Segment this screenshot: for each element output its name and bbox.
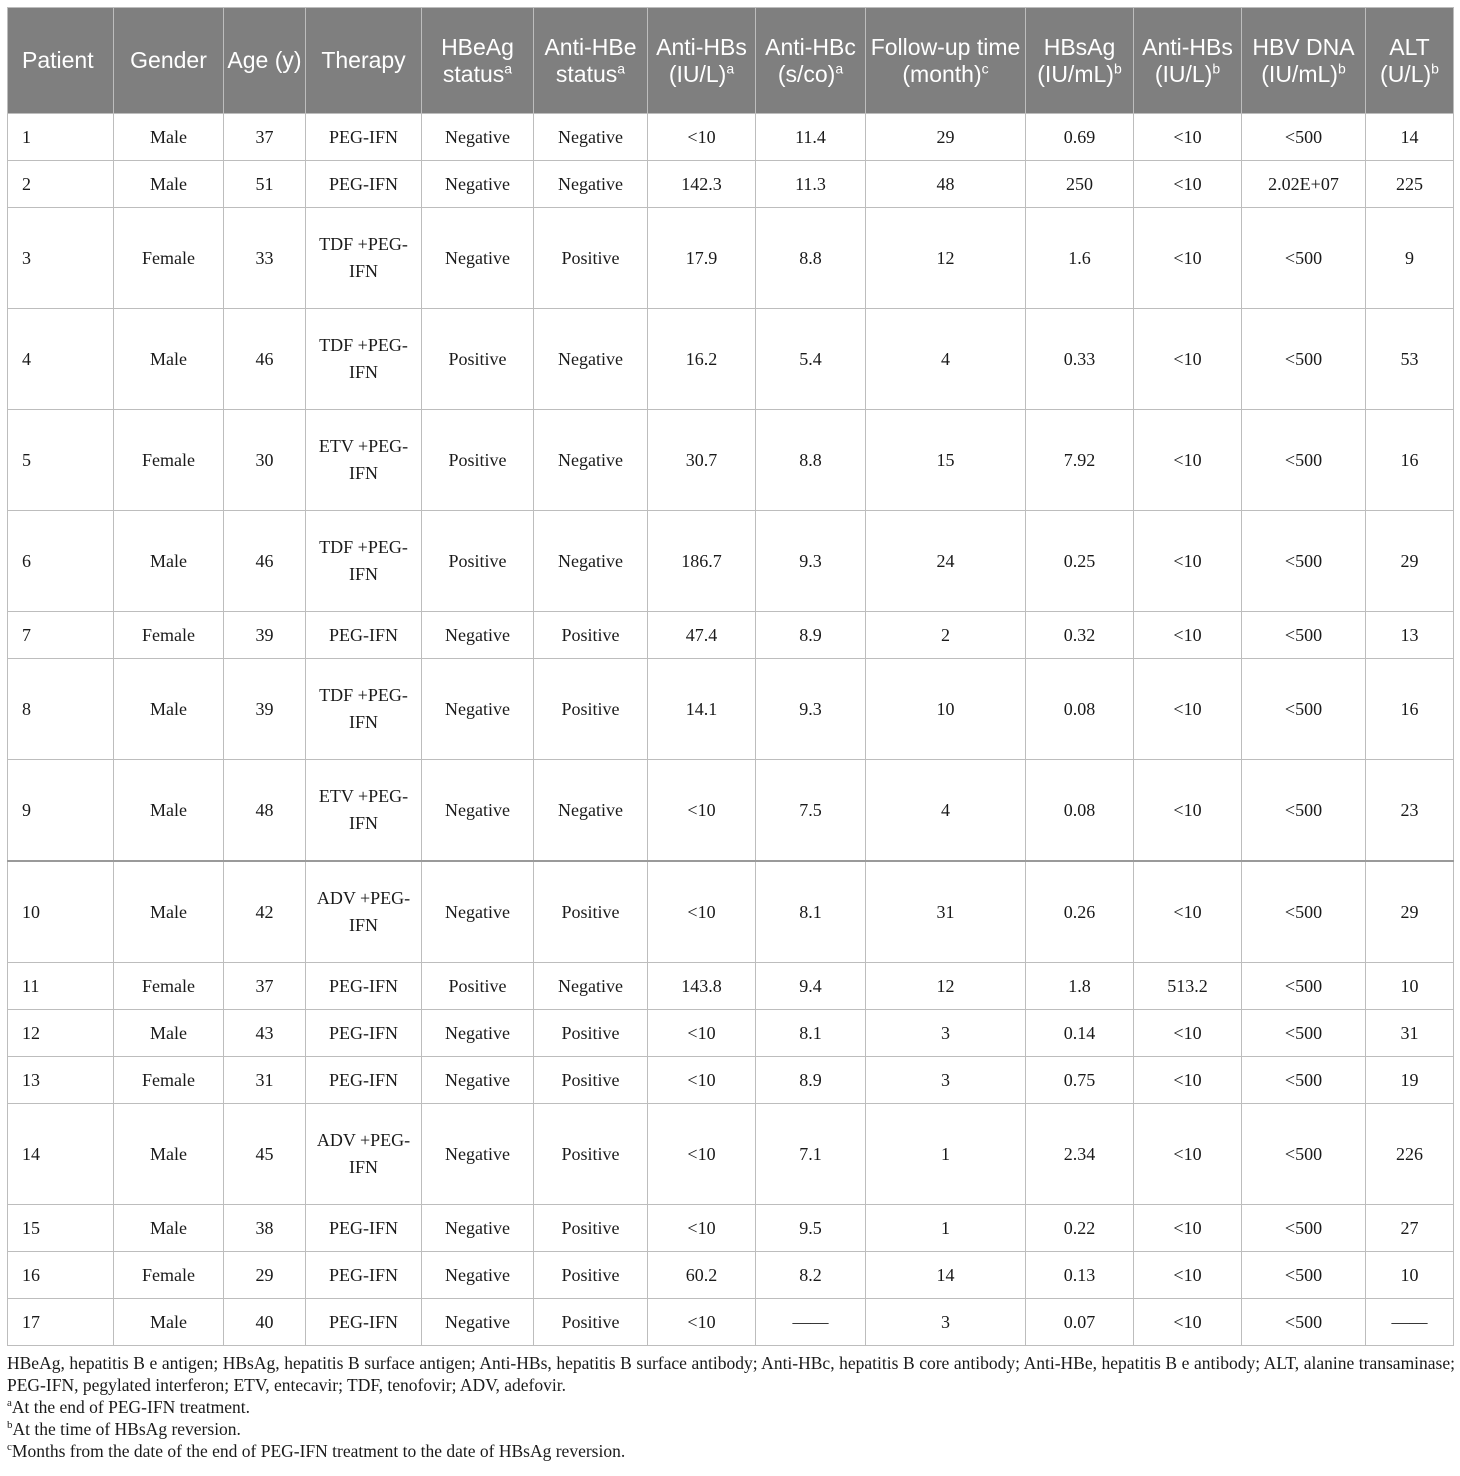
footnote-marker: c bbox=[981, 59, 989, 76]
table-cell: 29 bbox=[1366, 511, 1454, 612]
table-cell: 7.1 bbox=[756, 1104, 866, 1205]
table-cell: 40 bbox=[224, 1299, 306, 1346]
column-header bbox=[1242, 8, 1366, 114]
table-cell: ADV +PEG-IFN bbox=[306, 1104, 422, 1205]
table-cell: Positive bbox=[534, 208, 648, 309]
table-cell: 33 bbox=[224, 208, 306, 309]
table-cell: <10 bbox=[648, 114, 756, 161]
table-cell: 0.26 bbox=[1026, 861, 1134, 963]
table-cell: 14 bbox=[8, 1104, 114, 1205]
table-cell: 29 bbox=[224, 1252, 306, 1299]
table-cell: Positive bbox=[422, 511, 534, 612]
table-cell: Positive bbox=[422, 309, 534, 410]
table-cell: Negative bbox=[422, 114, 534, 161]
table-cell: <10 bbox=[648, 1104, 756, 1205]
table-cell: 46 bbox=[224, 511, 306, 612]
table-cell: <500 bbox=[1242, 1205, 1366, 1252]
column-header-label: HBV DNA (IU/mL) bbox=[1252, 33, 1355, 87]
table-cell: Negative bbox=[422, 1252, 534, 1299]
column-header-label: Gender bbox=[130, 47, 207, 73]
table-cell: 142.3 bbox=[648, 161, 756, 208]
table-cell: Positive bbox=[534, 659, 648, 760]
column-header-label: HBsAg (IU/mL) bbox=[1037, 33, 1116, 87]
table-cell: 8.8 bbox=[756, 410, 866, 511]
table-cell: 186.7 bbox=[648, 511, 756, 612]
table-cell: 15 bbox=[8, 1205, 114, 1252]
table-row bbox=[8, 208, 1454, 309]
table-body bbox=[8, 114, 1454, 1346]
table-cell: 39 bbox=[224, 659, 306, 760]
footnote-abbreviations: HBeAg, hepatitis B e antigen; HBsAg, hepatitis B surface antigen; Anti-HBs, hepatitis B surface antibody; Anti-HBc, hepatitis B core antibody; Anti-HBe, hepatitis B e antibody; ALT, alanine transaminase; PEG-IFN, pegylated interferon; ETV, entecavir; TDF, tenofovir; ADV, adefovir. bbox=[7, 1353, 1455, 1395]
table-cell: <10 bbox=[1134, 1057, 1242, 1104]
table-cell: 4 bbox=[8, 309, 114, 410]
table-cell: 19 bbox=[1366, 1057, 1454, 1104]
table-cell: ADV +PEG-IFN bbox=[306, 861, 422, 963]
table-cell: 8.1 bbox=[756, 861, 866, 963]
table-cell: 14.1 bbox=[648, 659, 756, 760]
table-cell: 2 bbox=[8, 161, 114, 208]
table-cell: 17 bbox=[8, 1299, 114, 1346]
table-row bbox=[8, 1299, 1454, 1346]
column-header-label: HBeAg status bbox=[441, 33, 514, 87]
table-cell: Male bbox=[114, 309, 224, 410]
table-cell: <10 bbox=[1134, 861, 1242, 963]
column-header bbox=[866, 8, 1026, 114]
table-cell: 0.13 bbox=[1026, 1252, 1134, 1299]
table-cell: <10 bbox=[1134, 612, 1242, 659]
table-cell: 9.3 bbox=[756, 659, 866, 760]
table-cell: Male bbox=[114, 511, 224, 612]
table-cell: PEG-IFN bbox=[306, 1299, 422, 1346]
column-header bbox=[114, 8, 224, 114]
table-cell: Female bbox=[114, 208, 224, 309]
table-cell: PEG-IFN bbox=[306, 1010, 422, 1057]
table-cell: 0.75 bbox=[1026, 1057, 1134, 1104]
table-cell: 16.2 bbox=[648, 309, 756, 410]
table-cell: Positive bbox=[534, 1205, 648, 1252]
table-cell: 513.2 bbox=[1134, 963, 1242, 1010]
table-cell: PEG-IFN bbox=[306, 1205, 422, 1252]
table-cell: <500 bbox=[1242, 659, 1366, 760]
table-row bbox=[8, 760, 1454, 862]
table-cell: ETV +PEG-IFN bbox=[306, 760, 422, 862]
table-cell: <500 bbox=[1242, 612, 1366, 659]
table-cell: <10 bbox=[648, 861, 756, 963]
table-cell: <10 bbox=[1134, 208, 1242, 309]
table-cell: 16 bbox=[1366, 410, 1454, 511]
column-header-label: Patient bbox=[22, 47, 94, 73]
table-cell: Positive bbox=[534, 1299, 648, 1346]
table-header-row bbox=[8, 8, 1454, 114]
footnote-c bbox=[7, 1440, 1455, 1462]
table-cell: 0.32 bbox=[1026, 612, 1134, 659]
table-cell: Female bbox=[114, 963, 224, 1010]
table-cell: 13 bbox=[8, 1057, 114, 1104]
table-cell: Negative bbox=[534, 161, 648, 208]
table-cell: 27 bbox=[1366, 1205, 1454, 1252]
table-cell: <500 bbox=[1242, 511, 1366, 612]
table-cell: <500 bbox=[1242, 1299, 1366, 1346]
table-cell: 11 bbox=[8, 963, 114, 1010]
footnote-b bbox=[7, 1418, 1455, 1440]
footnote-marker: b bbox=[1337, 59, 1346, 76]
table-cell: Female bbox=[114, 410, 224, 511]
table-cell: <500 bbox=[1242, 309, 1366, 410]
table-cell: <500 bbox=[1242, 963, 1366, 1010]
table-cell: 250 bbox=[1026, 161, 1134, 208]
table-cell: PEG-IFN bbox=[306, 963, 422, 1010]
table-cell: ETV +PEG-IFN bbox=[306, 410, 422, 511]
column-header-label: Anti-HBs (IU/L) bbox=[656, 33, 747, 87]
patient-table bbox=[7, 7, 1454, 1346]
table-cell: 4 bbox=[866, 760, 1026, 862]
table-cell: 8.9 bbox=[756, 1057, 866, 1104]
table-cell: 1 bbox=[866, 1205, 1026, 1252]
table-cell: 60.2 bbox=[648, 1252, 756, 1299]
table-cell: Positive bbox=[422, 963, 534, 1010]
table-cell: 8.9 bbox=[756, 612, 866, 659]
table-cell: TDF +PEG-IFN bbox=[306, 511, 422, 612]
column-header bbox=[1134, 8, 1242, 114]
footnote-b-text: At the time of HBsAg reversion. bbox=[12, 1419, 241, 1439]
table-cell: Positive bbox=[534, 1010, 648, 1057]
table-cell: 42 bbox=[224, 861, 306, 963]
table-cell: <500 bbox=[1242, 1057, 1366, 1104]
table-cell: <10 bbox=[648, 1057, 756, 1104]
footnote-marker: b bbox=[1113, 59, 1122, 76]
table-cell: 10 bbox=[866, 659, 1026, 760]
table-cell: 15 bbox=[866, 410, 1026, 511]
table-cell: Negative bbox=[422, 1057, 534, 1104]
table-cell: Negative bbox=[534, 410, 648, 511]
table-cell: —— bbox=[756, 1299, 866, 1346]
footnote-c-text: Months from the date of the end of PEG-IFN treatment to the date of HBsAg reversion. bbox=[11, 1441, 626, 1461]
table-cell: Positive bbox=[534, 1252, 648, 1299]
table-cell: 1.8 bbox=[1026, 963, 1134, 1010]
table-cell: 45 bbox=[224, 1104, 306, 1205]
table-cell: Negative bbox=[422, 208, 534, 309]
table-cell: Negative bbox=[534, 309, 648, 410]
table-cell: 2 bbox=[866, 612, 1026, 659]
table-row bbox=[8, 1104, 1454, 1205]
table-cell: <500 bbox=[1242, 861, 1366, 963]
table-cell: 29 bbox=[866, 114, 1026, 161]
table-cell: <500 bbox=[1242, 1252, 1366, 1299]
table-cell: 4 bbox=[866, 309, 1026, 410]
footnote-mark-a: a bbox=[7, 1397, 12, 1410]
table-row bbox=[8, 114, 1454, 161]
table-cell: 8.1 bbox=[756, 1010, 866, 1057]
table-cell: 31 bbox=[224, 1057, 306, 1104]
table-cell: 9 bbox=[8, 760, 114, 862]
table-cell: 17.9 bbox=[648, 208, 756, 309]
table-cell: 48 bbox=[866, 161, 1026, 208]
column-header bbox=[756, 8, 866, 114]
table-cell: 37 bbox=[224, 114, 306, 161]
table-cell: 11.4 bbox=[756, 114, 866, 161]
table-cell: 7.92 bbox=[1026, 410, 1134, 511]
table-cell: <10 bbox=[1134, 511, 1242, 612]
table-cell: 47.4 bbox=[648, 612, 756, 659]
table-cell: 0.33 bbox=[1026, 309, 1134, 410]
table-cell: Male bbox=[114, 1299, 224, 1346]
table-cell: 9.5 bbox=[756, 1205, 866, 1252]
table-cell: PEG-IFN bbox=[306, 114, 422, 161]
table-cell: 11.3 bbox=[756, 161, 866, 208]
table-cell: Male bbox=[114, 114, 224, 161]
table-cell: 0.25 bbox=[1026, 511, 1134, 612]
table-row bbox=[8, 309, 1454, 410]
table-row bbox=[8, 161, 1454, 208]
table-cell: 53 bbox=[1366, 309, 1454, 410]
table-cell: 10 bbox=[8, 861, 114, 963]
table-cell: PEG-IFN bbox=[306, 1057, 422, 1104]
table-cell: <10 bbox=[1134, 309, 1242, 410]
column-header bbox=[306, 8, 422, 114]
table-cell: PEG-IFN bbox=[306, 1252, 422, 1299]
table-cell: Negative bbox=[422, 659, 534, 760]
table-cell: <500 bbox=[1242, 410, 1366, 511]
table-cell: <500 bbox=[1242, 1104, 1366, 1205]
table-cell: 9.4 bbox=[756, 963, 866, 1010]
table-cell: 31 bbox=[1366, 1010, 1454, 1057]
table-cell: Negative bbox=[534, 511, 648, 612]
table-cell: Male bbox=[114, 1205, 224, 1252]
table-cell: Positive bbox=[534, 861, 648, 963]
footnote-marker: b bbox=[1212, 59, 1221, 76]
table-cell: 5.4 bbox=[756, 309, 866, 410]
table-cell: 16 bbox=[8, 1252, 114, 1299]
patient-table-container bbox=[7, 7, 1453, 1346]
table-cell: Male bbox=[114, 659, 224, 760]
table-cell: <10 bbox=[1134, 760, 1242, 862]
column-header-label: Anti-HBs (IU/L) bbox=[1142, 33, 1233, 87]
footnote-mark-b: b bbox=[7, 1419, 13, 1432]
table-cell: 46 bbox=[224, 309, 306, 410]
table-row bbox=[8, 1252, 1454, 1299]
table-cell: Female bbox=[114, 1252, 224, 1299]
column-header bbox=[224, 8, 306, 114]
column-header-label: Anti-HBe status bbox=[544, 33, 637, 87]
table-cell: Negative bbox=[422, 612, 534, 659]
table-cell: Male bbox=[114, 1010, 224, 1057]
table-cell: Negative bbox=[534, 114, 648, 161]
table-cell: 7.5 bbox=[756, 760, 866, 862]
table-cell: 0.08 bbox=[1026, 760, 1134, 862]
table-cell: 14 bbox=[866, 1252, 1026, 1299]
column-header bbox=[422, 8, 534, 114]
table-cell: 24 bbox=[866, 511, 1026, 612]
table-cell: Male bbox=[114, 161, 224, 208]
table-cell: <10 bbox=[1134, 114, 1242, 161]
table-cell: <10 bbox=[1134, 1205, 1242, 1252]
table-cell: 30 bbox=[224, 410, 306, 511]
table-cell: <10 bbox=[1134, 1010, 1242, 1057]
table-cell: 29 bbox=[1366, 861, 1454, 963]
table-cell: 8.2 bbox=[756, 1252, 866, 1299]
table-cell: Female bbox=[114, 1057, 224, 1104]
column-header bbox=[534, 8, 648, 114]
table-cell: Negative bbox=[422, 1299, 534, 1346]
table-cell: 12 bbox=[866, 963, 1026, 1010]
table-row bbox=[8, 1205, 1454, 1252]
column-header-label: Age (y) bbox=[227, 47, 302, 73]
table-cell: 2.34 bbox=[1026, 1104, 1134, 1205]
table-cell: 3 bbox=[8, 208, 114, 309]
column-header-label: Anti-HBc (s/co) bbox=[765, 33, 856, 87]
footnote-marker: a bbox=[617, 59, 626, 76]
table-cell: —— bbox=[1366, 1299, 1454, 1346]
table-cell: 38 bbox=[224, 1205, 306, 1252]
table-cell: <500 bbox=[1242, 760, 1366, 862]
table-row bbox=[8, 963, 1454, 1010]
table-row bbox=[8, 511, 1454, 612]
table-cell: 0.22 bbox=[1026, 1205, 1134, 1252]
table-cell: <10 bbox=[1134, 1104, 1242, 1205]
table-cell: 51 bbox=[224, 161, 306, 208]
table-cell: 23 bbox=[1366, 760, 1454, 862]
table-cell: <500 bbox=[1242, 1010, 1366, 1057]
table-row bbox=[8, 861, 1454, 963]
table-cell: Negative bbox=[422, 1010, 534, 1057]
footnote-marker: a bbox=[726, 59, 735, 76]
footnote-a bbox=[7, 1396, 1455, 1418]
table-cell: 37 bbox=[224, 963, 306, 1010]
footnote-marker: a bbox=[504, 59, 513, 76]
column-header bbox=[1366, 8, 1454, 114]
table-cell: 0.69 bbox=[1026, 114, 1134, 161]
table-cell: 1 bbox=[8, 114, 114, 161]
table-cell: Negative bbox=[422, 1205, 534, 1252]
table-cell: Positive bbox=[534, 612, 648, 659]
table-cell: 3 bbox=[866, 1010, 1026, 1057]
table-cell: 39 bbox=[224, 612, 306, 659]
table-cell: <10 bbox=[648, 1205, 756, 1252]
table-cell: 14 bbox=[1366, 114, 1454, 161]
table-cell: 43 bbox=[224, 1010, 306, 1057]
column-header bbox=[8, 8, 114, 114]
footnote-a-text: At the end of PEG-IFN treatment. bbox=[11, 1397, 251, 1417]
table-cell: Positive bbox=[534, 1104, 648, 1205]
table-cell: <10 bbox=[648, 1299, 756, 1346]
table-row bbox=[8, 1010, 1454, 1057]
table-cell: 31 bbox=[866, 861, 1026, 963]
table-cell: 0.14 bbox=[1026, 1010, 1134, 1057]
table-cell: TDF +PEG-IFN bbox=[306, 659, 422, 760]
column-header-label: ALT (U/L) bbox=[1380, 33, 1432, 87]
table-cell: 13 bbox=[1366, 612, 1454, 659]
table-cell: Female bbox=[114, 612, 224, 659]
table-cell: 226 bbox=[1366, 1104, 1454, 1205]
table-cell: 10 bbox=[1366, 963, 1454, 1010]
table-cell: Male bbox=[114, 1104, 224, 1205]
table-cell: PEG-IFN bbox=[306, 161, 422, 208]
table-cell: Negative bbox=[422, 861, 534, 963]
table-row bbox=[8, 410, 1454, 511]
table-cell: Male bbox=[114, 760, 224, 862]
table-cell: Negative bbox=[422, 161, 534, 208]
table-cell: 30.7 bbox=[648, 410, 756, 511]
footnote-marker: a bbox=[835, 59, 844, 76]
table-cell: Negative bbox=[534, 760, 648, 862]
table-cell: TDF +PEG-IFN bbox=[306, 208, 422, 309]
table-cell: 3 bbox=[866, 1299, 1026, 1346]
table-cell: 1 bbox=[866, 1104, 1026, 1205]
table-cell: 9 bbox=[1366, 208, 1454, 309]
table-cell: 225 bbox=[1366, 161, 1454, 208]
table-cell: 143.8 bbox=[648, 963, 756, 1010]
table-cell: 8 bbox=[8, 659, 114, 760]
table-row bbox=[8, 1057, 1454, 1104]
table-cell: Negative bbox=[534, 963, 648, 1010]
table-cell: 2.02E+07 bbox=[1242, 161, 1366, 208]
table-cell: <500 bbox=[1242, 208, 1366, 309]
table-cell: 7 bbox=[8, 612, 114, 659]
table-row bbox=[8, 612, 1454, 659]
table-cell: TDF +PEG-IFN bbox=[306, 309, 422, 410]
table-cell: 0.08 bbox=[1026, 659, 1134, 760]
table-cell: 12 bbox=[866, 208, 1026, 309]
table-cell: <10 bbox=[1134, 1299, 1242, 1346]
table-cell: 6 bbox=[8, 511, 114, 612]
footnote-mark-c: c bbox=[7, 1441, 12, 1454]
table-cell: Positive bbox=[422, 410, 534, 511]
column-header-label: Therapy bbox=[321, 47, 406, 73]
table-cell: 1.6 bbox=[1026, 208, 1134, 309]
table-cell: PEG-IFN bbox=[306, 612, 422, 659]
column-header-label: Follow-up time (month) bbox=[870, 33, 1021, 87]
footnote-marker: b bbox=[1431, 59, 1439, 76]
table-footnotes bbox=[7, 1352, 1455, 1462]
table-cell: 5 bbox=[8, 410, 114, 511]
table-cell: 3 bbox=[866, 1057, 1026, 1104]
table-cell: <10 bbox=[1134, 659, 1242, 760]
table-cell: Negative bbox=[422, 1104, 534, 1205]
table-cell: Positive bbox=[534, 1057, 648, 1104]
table-cell: <10 bbox=[648, 1010, 756, 1057]
table-cell: 16 bbox=[1366, 659, 1454, 760]
table-cell: 12 bbox=[8, 1010, 114, 1057]
table-cell: <10 bbox=[1134, 1252, 1242, 1299]
column-header bbox=[648, 8, 756, 114]
table-cell: Negative bbox=[422, 760, 534, 862]
table-cell: 10 bbox=[1366, 1252, 1454, 1299]
table-cell: <10 bbox=[1134, 410, 1242, 511]
table-cell: 48 bbox=[224, 760, 306, 862]
table-cell: 8.8 bbox=[756, 208, 866, 309]
table-cell: 0.07 bbox=[1026, 1299, 1134, 1346]
table-cell: <10 bbox=[1134, 161, 1242, 208]
table-cell: 9.3 bbox=[756, 511, 866, 612]
table-cell: Male bbox=[114, 861, 224, 963]
column-header bbox=[1026, 8, 1134, 114]
table-cell: <500 bbox=[1242, 114, 1366, 161]
table-cell: <10 bbox=[648, 760, 756, 862]
table-row bbox=[8, 659, 1454, 760]
